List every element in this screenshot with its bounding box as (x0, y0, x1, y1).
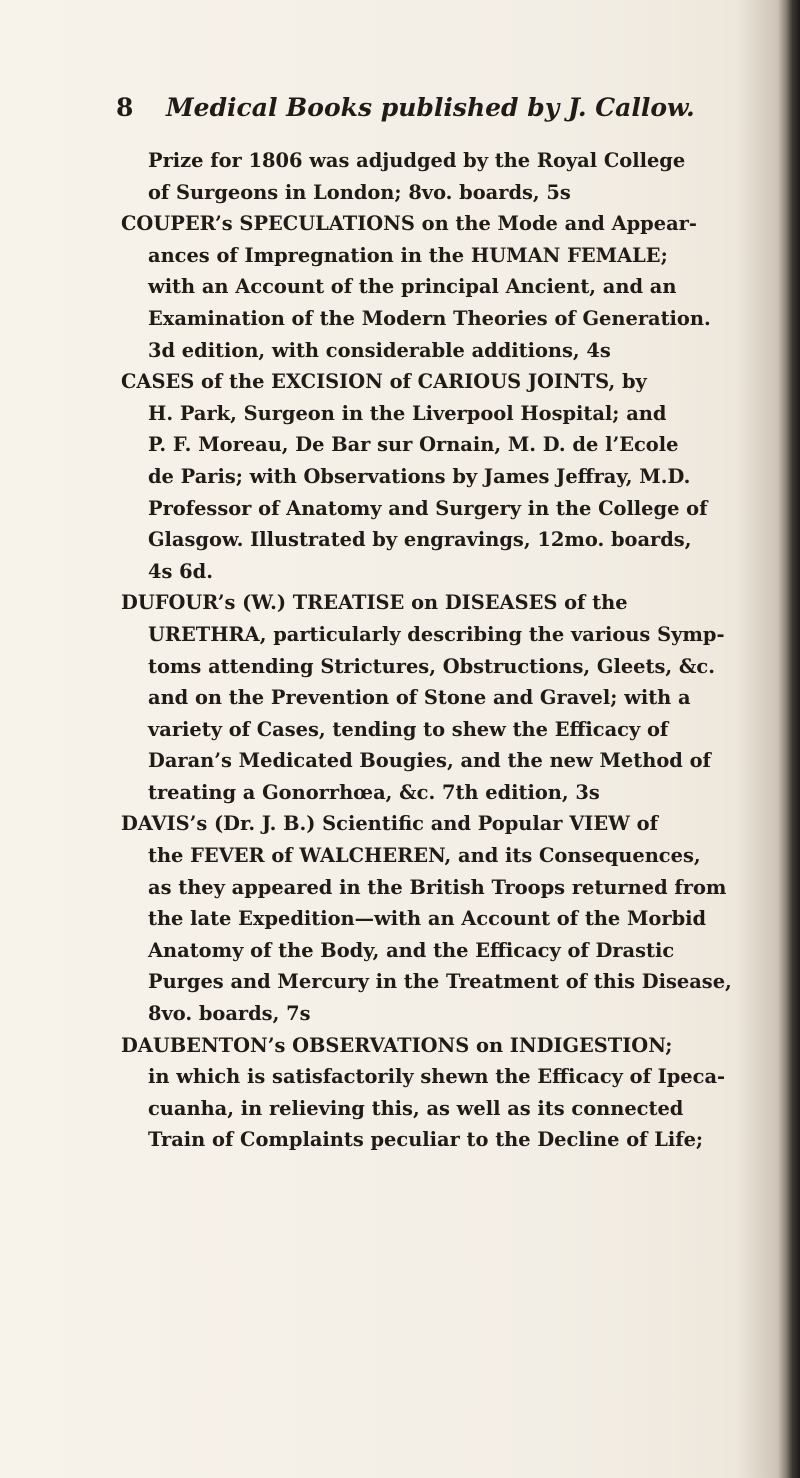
catalogue-text (121, 145, 758, 1156)
catalogue-entry-davis (121, 808, 758, 1029)
entry-line: Anatomy of the Body, and the Efficacy of Drastic (148, 938, 675, 962)
entry-line: 4s 6d. (148, 559, 213, 583)
entry-line: of Surgeons in London; 8vo. boards, 5s (148, 180, 571, 204)
entry-heading-line: CASES of the EXCISION of CARIOUS JOINTS, by (121, 370, 647, 394)
entry-heading-line: DUFOUR’s (W.) TREATISE on DISEASES of the (121, 591, 628, 615)
entry-line: Prize for 1806 was adjudged by the Royal College (148, 149, 686, 172)
entry-heading-line: DAVIS’s (Dr. J. B.) Scientific and Popular VIEW of (121, 812, 658, 836)
entry-line: URETHRA, particularly describing the various Symp- (148, 622, 725, 646)
entry-line: and on the Prevention of Stone and Gravel; with a (148, 686, 691, 710)
entry-line: as they appeared in the British Troops returned from (148, 875, 727, 899)
entry-line: Purges and Mercury in the Treatment of this Disease, (148, 970, 732, 994)
entry-line: toms attending Strictures, Obstructions, Gleets, &c. (148, 654, 715, 678)
catalogue-entry-continued (148, 145, 758, 208)
entry-line: Glasgow. Illustrated by engravings, 12mo. boards, (148, 528, 692, 552)
entry-line: 3d edition, with considerable additions, 4s (148, 338, 611, 362)
entry-line: de Paris; with Observations by James Jeffray, M.D. (148, 464, 691, 488)
page-binding-edge (778, 0, 800, 1478)
running-header (116, 93, 736, 123)
entry-line: in which is satisfactorily shewn the Efficacy of Ipeca- (148, 1065, 726, 1089)
catalogue-entry-dufour (121, 587, 758, 808)
entry-line: treating a Gonorrhœa, &c. 7th edition, 3s (148, 780, 600, 804)
entry-line: Examination of the Modern Theories of Generation. (148, 306, 711, 330)
entry-line: the FEVER of WALCHEREN, and its Consequences, (148, 844, 701, 868)
entry-line: ances of Impregnation in the HUMAN FEMALE; (148, 243, 668, 267)
entry-line: Train of Complaints peculiar to the Decline of Life; (148, 1128, 704, 1152)
entry-line: P. F. Moreau, De Bar sur Ornain, M. D. de l’Ecole (148, 433, 679, 457)
entry-heading-line: DAUBENTON’s OBSERVATIONS on INDIGESTION; (121, 1033, 673, 1057)
entry-line: Daran’s Medicated Bougies, and the new Method of (148, 749, 711, 773)
entry-heading-line: COUPER’s SPECULATIONS on the Mode and Appear- (121, 212, 697, 236)
catalogue-entry-excision (121, 366, 758, 587)
entry-line: the late Expedition—with an Account of the Morbid (148, 907, 707, 931)
catalogue-entry-couper (121, 208, 758, 366)
page-number: 8 (116, 93, 134, 122)
catalogue-entry-daubenton (121, 1030, 758, 1156)
entry-line: variety of Cases, tending to shew the Efficacy of (148, 717, 669, 741)
running-title: Medical Books published by J. Callow. (166, 93, 695, 122)
entry-line: with an Account of the principal Ancient, and an (148, 275, 677, 299)
entry-line: H. Park, Surgeon in the Liverpool Hospital; and (148, 401, 667, 425)
entry-line: Professor of Anatomy and Surgery in the College of (148, 496, 708, 520)
entry-line: 8vo. boards, 7s (148, 1002, 311, 1026)
entry-line: cuanha, in relieving this, as well as its connected (148, 1096, 684, 1120)
